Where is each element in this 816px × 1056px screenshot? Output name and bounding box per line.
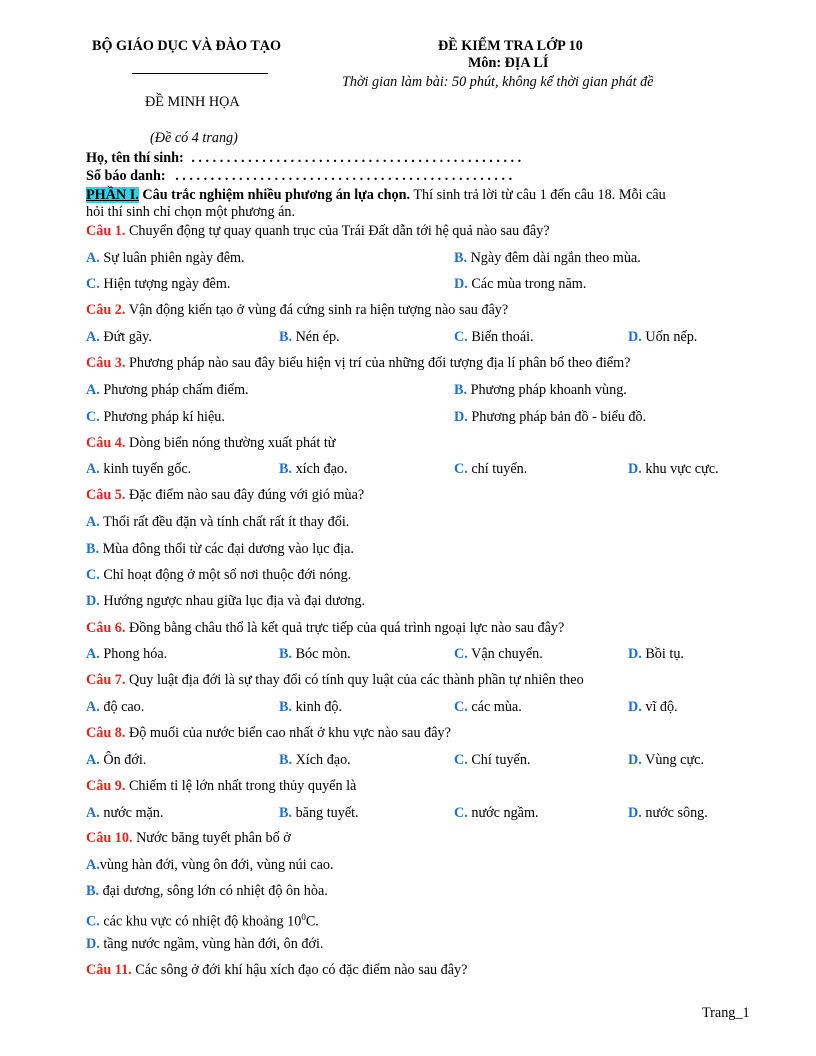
- option-d: D. khu vực cực.: [628, 461, 719, 477]
- exam-title: ĐỀ KIỂM TRA LỚP 10: [438, 38, 583, 54]
- question-stem: [86, 961, 467, 979]
- question-text: Độ muối của nước biển cao nhất ở khu vực nào sau đây?: [125, 725, 451, 741]
- option-b: B. Nén ép.: [279, 329, 340, 345]
- question-number: Câu 7.: [86, 672, 126, 688]
- option-c: C. các khu vực có nhiệt độ khoảng $10^0C$.: [86, 912, 319, 930]
- option-c: C. Biển thoái.: [454, 329, 534, 345]
- question-stem: [86, 619, 564, 637]
- question-stem: [86, 301, 508, 319]
- question-stem: [86, 671, 584, 689]
- option-c: C. Chỉ hoạt động ở một số nơi thuộc đới nóng.: [86, 567, 352, 583]
- option-b: B. Xích đạo.: [279, 752, 351, 768]
- option-b: B. Ngày đêm dài ngắn theo mùa.: [454, 250, 641, 266]
- option-a: A. Phong hóa.: [86, 646, 168, 662]
- option-b: B. Bóc mòn.: [279, 646, 351, 662]
- question-text: Phương pháp nào sau đây biểu hiện vị trí của những đối tượng địa lí phân bố theo điểm?: [125, 355, 631, 371]
- option-d: D. Phương pháp bản đồ - biểu đồ.: [454, 409, 647, 425]
- option-d: D. vĩ độ.: [628, 699, 678, 715]
- page-count: (Đề có 4 trang): [150, 130, 238, 146]
- question-stem: [86, 777, 356, 795]
- option-a: A. Phương pháp chấm điểm.: [86, 382, 249, 398]
- student-name-dots: . . . . . . . . . . . . . . . . . . . . . . . . . . . . . . . . . . . . . . . . . . . . . . .: [191, 150, 522, 166]
- option-c: C. Vận chuyển.: [454, 646, 543, 662]
- option-c: C. Phương pháp kí hiệu.: [86, 409, 225, 425]
- question-number: Câu 10.: [86, 830, 133, 846]
- student-name-label: Họ, tên thí sinh:: [86, 150, 184, 166]
- question-stem: [86, 222, 550, 240]
- option-b: B. băng tuyết.: [279, 805, 359, 821]
- option-c: C. nước ngầm.: [454, 805, 539, 821]
- option-a: A. Thổi rất đều đặn và tính chất rất ít thay đổi.: [86, 514, 350, 530]
- option-c: C. các mùa.: [454, 699, 522, 715]
- question-number: Câu 6.: [86, 620, 126, 636]
- question-stem: [86, 829, 291, 847]
- option-a: A. độ cao.: [86, 699, 145, 715]
- exam-subject: Môn: ĐỊA LÍ: [468, 55, 549, 71]
- question-text: Nước băng tuyết phân bố ở: [132, 830, 291, 846]
- student-id-label: Số báo danh:: [86, 168, 166, 184]
- student-id-row: [86, 168, 512, 185]
- student-id-dots: . . . . . . . . . . . . . . . . . . . . . . . . . . . . . . . . . . . . . . . . . . . . . . . .: [175, 168, 513, 184]
- question-text: Đồng bằng châu thổ là kết quả trực tiếp của quá trình ngoại lực nào sau đây?: [125, 620, 565, 636]
- question-number: Câu 5.: [86, 487, 126, 503]
- option-a: A. Ôn đới.: [86, 752, 147, 768]
- option-d: D. Bồi tụ.: [628, 646, 684, 662]
- part1-text-line2: hỏi thí sinh chỉ chọn một phương án.: [86, 204, 296, 220]
- question-stem: [86, 486, 364, 504]
- exam-time: Thời gian làm bài: 50 phút, không kể thời gian phát đề: [342, 74, 654, 90]
- question-text: Quy luật địa đới là sự thay đổi có tính quy luật của các thành phần tự nhiên theo: [125, 672, 584, 688]
- option-c: C. Chí tuyến.: [454, 752, 531, 768]
- part1-text-line1: Thí sinh trả lời từ câu 1 đến câu 18. Mỗi câu: [410, 187, 666, 203]
- option-b: B. Mùa đông thổi từ các đại dương vào lục địa.: [86, 541, 354, 557]
- option-a: A. nước mặn.: [86, 805, 164, 821]
- option-c: C. Hiện tượng ngày đêm.: [86, 276, 231, 292]
- option-b: B. đại dương, sông lớn có nhiệt độ ôn hòa.: [86, 883, 328, 899]
- question-text: Đặc điểm nào sau đây đúng với gió mùa?: [125, 487, 365, 503]
- option-a: A. Sự luân phiên ngày đêm.: [86, 250, 245, 266]
- option-d: D. Các mùa trong năm.: [454, 276, 587, 292]
- question-number: Câu 4.: [86, 435, 126, 451]
- question-stem: [86, 724, 451, 742]
- option-b: B. Phương pháp khoanh vùng.: [454, 382, 627, 398]
- option-d: D. Uốn nếp.: [628, 329, 698, 345]
- option-d: D. Vùng cực.: [628, 752, 704, 768]
- option-a: A. kinh tuyến gốc.: [86, 461, 192, 477]
- part1-heading: [86, 186, 666, 204]
- question-text: Chiếm tỉ lệ lớn nhất trong thủy quyển là: [125, 778, 357, 794]
- question-number: Câu 11.: [86, 962, 132, 978]
- question-stem: [86, 354, 630, 372]
- question-number: Câu 8.: [86, 725, 126, 741]
- option-a: A. Đứt gãy.: [86, 329, 152, 345]
- question-number: Câu 2.: [86, 302, 126, 318]
- option-d: D. Hướng ngược nhau giữa lục địa và đại dương.: [86, 593, 366, 609]
- student-name-row: [86, 150, 521, 167]
- part1-bold-text: Câu trắc nghiệm nhiều phương án lựa chọn.: [138, 187, 411, 203]
- ministry-name: BỘ GIÁO DỤC VÀ ĐÀO TẠO: [92, 38, 282, 54]
- question-text: Các sông ở đới khí hậu xích đạo có đặc điểm nào sau đây?: [131, 962, 468, 978]
- page-number: Trang_1: [702, 1005, 750, 1021]
- option-d: D. nước sông.: [628, 805, 708, 821]
- part1-label: PHẦN I.: [86, 187, 139, 203]
- option-b: B. kinh độ.: [279, 699, 343, 715]
- question-text: Dòng biển nóng thường xuất phát từ: [125, 435, 336, 451]
- option-b: B. xích đạo.: [279, 461, 348, 477]
- question-number: Câu 9.: [86, 778, 126, 794]
- question-text: Chuyển động tự quay quanh trục của Trái Đất dẫn tới hệ quả nào sau đây?: [125, 223, 550, 239]
- question-number: Câu 1.: [86, 223, 126, 239]
- header-divider: [132, 73, 268, 74]
- option-d: D. tầng nước ngầm, vùng hàn đới, ôn đới.: [86, 936, 324, 952]
- question-number: Câu 3.: [86, 355, 126, 371]
- question-text: Vận động kiến tạo ở vùng đá cứng sinh ra hiện tượng nào sau đây?: [125, 302, 509, 318]
- sample-label: ĐỀ MINH HỌA: [145, 94, 240, 110]
- question-stem: [86, 434, 335, 452]
- option-a: A.vùng hàn đới, vùng ôn đới, vùng núi cao.: [86, 857, 334, 873]
- option-c: C. chí tuyến.: [454, 461, 528, 477]
